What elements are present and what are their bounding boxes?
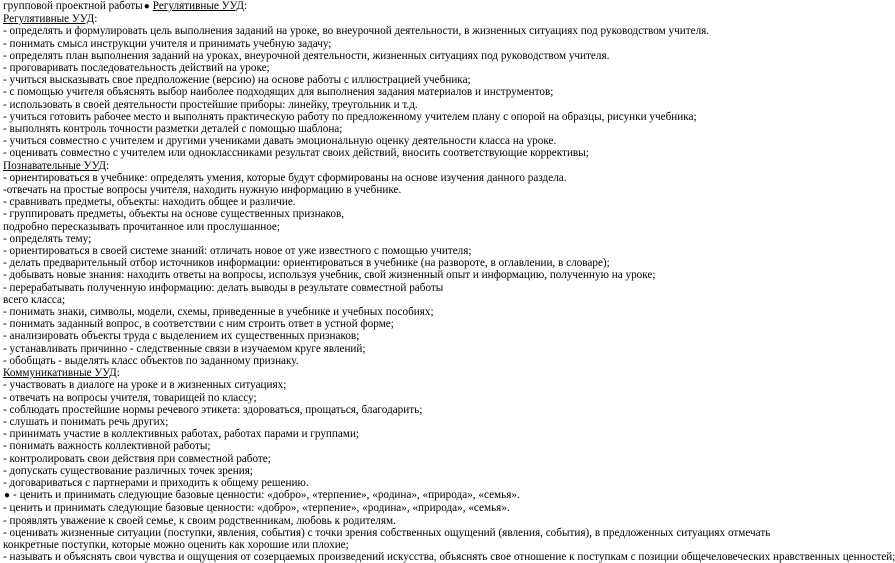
- personal-item: - называть и объяснять свои чувства и ощущения от созерцаемых произведений искусства, объяснять свое отношение к поступкам с позиции общечеловеческих нравственных ценностей;: [3, 551, 895, 563]
- cognitive-heading: Познавательные УУД:: [3, 159, 110, 172]
- personal-item: - оценивать жизненные ситуации (поступки, явления, события) с точки зрения собственных ощущений (явления, события), в предложенных ситуациях отмечать конкретные поступки, которые можно оценить как хорошие или плохие;: [3, 526, 771, 551]
- regulative-item: - понимать смысл инструкции учителя и принимать учебную задачу;: [3, 37, 332, 50]
- communicative-item: - допускать существование различных точек зрения;: [3, 464, 253, 477]
- bullet-icon: ●: [4, 490, 11, 502]
- personal-item: - ценить и принимать следующие базовые ценности: «добро», «терпение», «родина», «природа», «семья».: [3, 502, 510, 515]
- cognitive-item: - понимать заданный вопрос, в соответствии с ним строить ответ в устной форме;: [3, 318, 394, 331]
- cognitive-item: - делать предварительный отбор источников информации: ориентироваться в учебнике (на развороте, в оглавлении, в словаре);: [3, 257, 610, 270]
- intro-line: групповой проектной работы● Регулятивные УУД:: [3, 0, 248, 12]
- personal-bullet-item: ● - ценить и принимать следующие базовые ценности: «добро», «терпение», «родина», «природа», «семья».: [4, 489, 520, 502]
- communicative-item: - отвечать на вопросы учителя, товарищей по классу;: [3, 391, 257, 404]
- communicative-item: - принимать участие в коллективных работах, работах парами и группами;: [3, 428, 360, 441]
- cognitive-item: - понимать знаки, символы, модели, схемы, приведенные в учебнике и учебных пособиях;: [3, 306, 434, 319]
- communicative-item: - соблюдать простейшие нормы речевого этикета: здороваться, прощаться, благодарить;: [3, 403, 423, 416]
- regulative-item: - определять план выполнения заданий на уроках, внеурочной деятельности, жизненных ситуациях под руководством учителя.: [3, 49, 610, 62]
- intro-heading-link: Регулятивные УУД: [152, 0, 244, 12]
- regulative-item: - проговаривать последовательность действий на уроке;: [3, 62, 270, 75]
- regulative-item: - учиться высказывать свое предположение (версию) на основе работы с иллюстрацией учебника;: [3, 74, 471, 87]
- cognitive-item: - анализировать объекты труда с выделением их существенных признаков;: [3, 330, 360, 343]
- bullet-icon: ●: [143, 1, 150, 12]
- cognitive-item: подробно пересказывать прочитанное или прослушанное;: [3, 220, 280, 233]
- cognitive-item: - устанавливать причинно - следственные связи в изучаемом круге явлений;: [3, 342, 366, 355]
- regulative-item: - учиться совместно с учителем и другими учениками давать эмоциональную оценку деятельности класса на уроке.: [3, 135, 557, 148]
- regulative-item: - оценивать совместно с учителем или одноклассниками результат своих действий, вносить соответствующие коррективы;: [3, 147, 589, 160]
- cognitive-item: - перерабатывать полученную информацию: делать выводы в результате совместной работы: [3, 281, 444, 294]
- cognitive-item: - обобщать - выделять класс объектов по заданному признаку.: [3, 354, 299, 367]
- regulative-item: - с помощью учителя объяснять выбор наиболее подходящих для выполнения задания материалов и инструментов;: [3, 86, 554, 99]
- regulative-item: - выполнять контроль точности разметки деталей с помощью шаблона;: [3, 123, 343, 136]
- cognitive-item: всего класса;: [3, 293, 66, 306]
- cognitive-item: -отвечать на простые вопросы учителя, находить нужную информацию в учебнике.: [3, 184, 402, 197]
- cognitive-item: - ориентироваться в своей системе знаний: отличать новое от уже известного с помощью учителя;: [3, 245, 472, 258]
- communicative-item: - участвовать в диалоге на уроке и в жизненных ситуациях;: [3, 379, 287, 392]
- cognitive-item: - сравнивать предметы, объекты: находить общее и различие.: [3, 196, 296, 209]
- communicative-heading: Коммуникативные УУД:: [3, 367, 120, 380]
- regulative-item: - учиться готовить рабочее место и выполнять практическую работу по предложенному учителем плану с опорой на образцы, рисунки учебника;: [3, 110, 697, 123]
- cognitive-item: - добывать новые знания: находить ответы на вопросы, используя учебник, свой жизненный опыт и информацию, полученную на уроке;: [3, 269, 656, 282]
- intro-lead-text: групповой проектной работы: [3, 0, 143, 12]
- communicative-item: - понимать важность коллективной работы;: [3, 440, 211, 453]
- communicative-item: - договариваться с партнерами и приходить к общему решению.: [3, 476, 309, 489]
- personal-item: - проявлять уважение к своей семье, к своим родственникам, любовь к родителям.: [3, 514, 396, 527]
- regulative-item: - использовать в своей деятельности простейшие приборы: линейку, треугольник и т.д.: [3, 98, 418, 111]
- communicative-item: - слушать и понимать речь других;: [3, 415, 169, 428]
- cognitive-item: - определять тему;: [3, 232, 92, 245]
- regulative-heading: Регулятивные УУД:: [3, 13, 98, 26]
- communicative-item: - контролировать свои действия при совместной работе;: [3, 452, 271, 465]
- cognitive-item: - ориентироваться в учебнике: определять умения, которые будут сформированы на основе изучения данного раздела.: [3, 171, 567, 184]
- cognitive-item: - группировать предметы, объекты на основе существенных признаков,: [3, 208, 345, 221]
- regulative-item: - определять и формулировать цель выполнения заданий на уроке, во внеурочной деятельности, в жизненных ситуациях под руководством учителя.: [3, 25, 710, 38]
